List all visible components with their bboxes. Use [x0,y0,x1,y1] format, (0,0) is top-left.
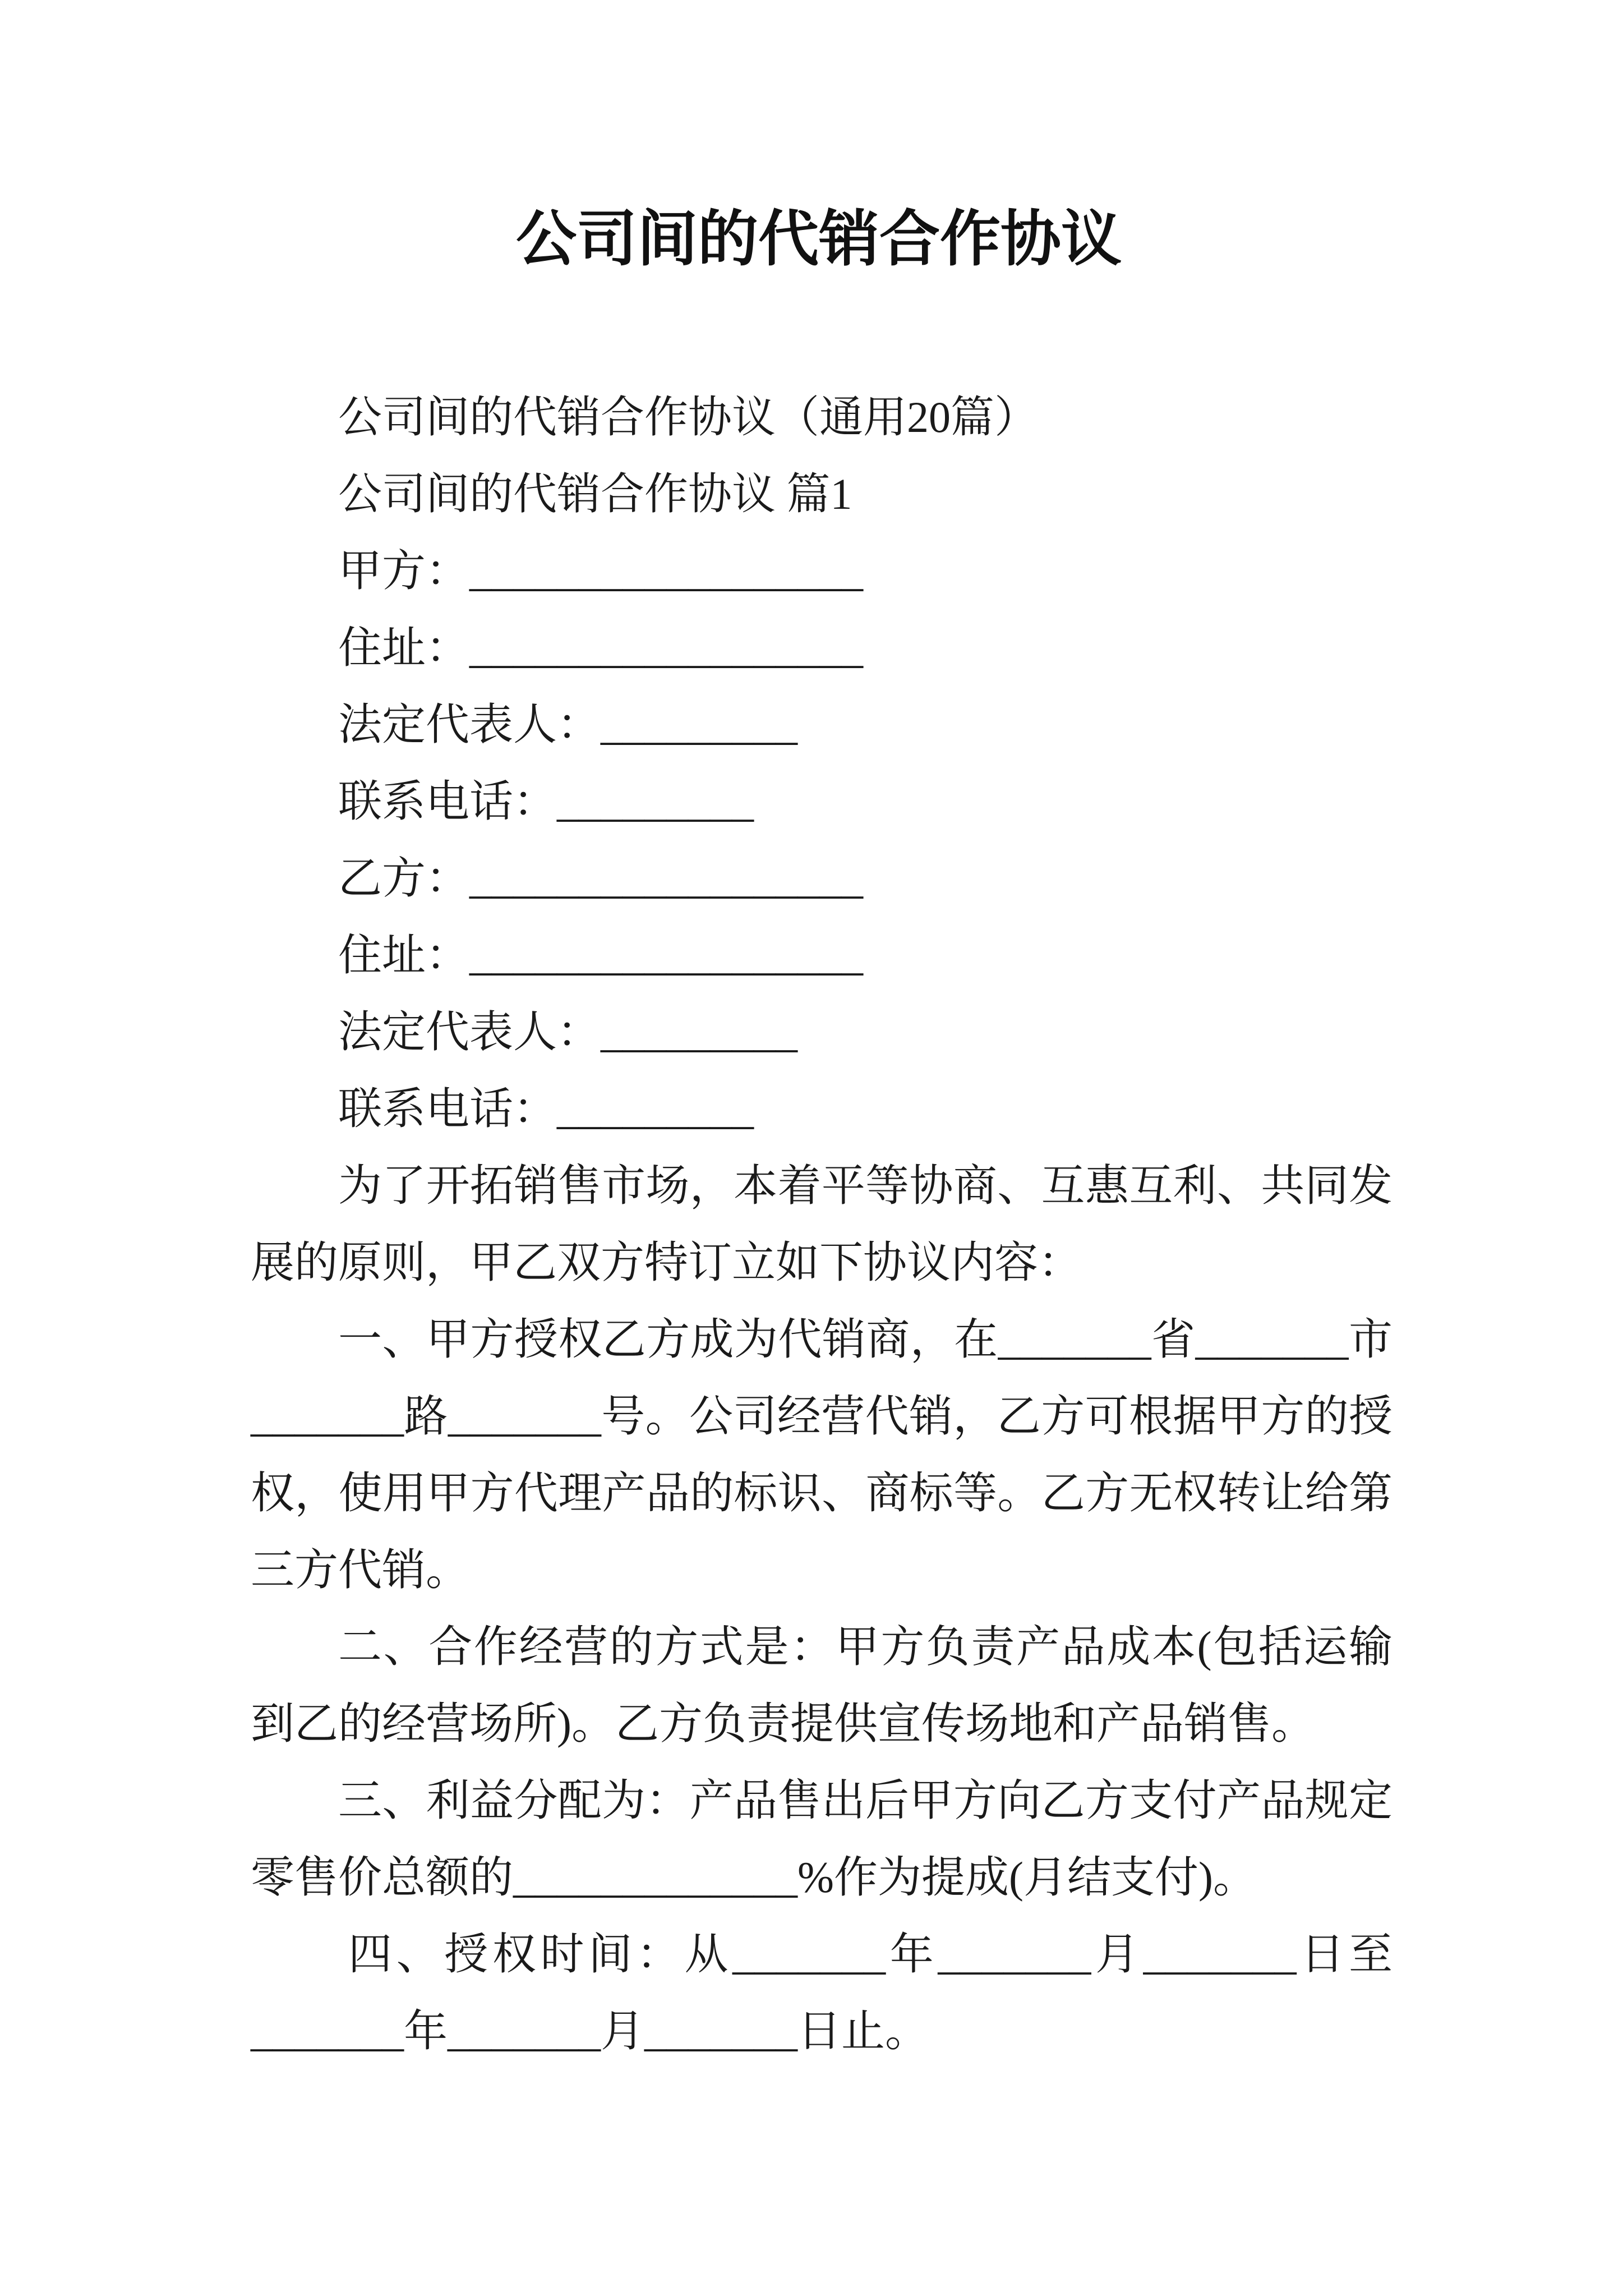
party-a-name-row [251,532,1393,609]
preamble-paragraph: 为了开拓销售市场，本着平等协商、互惠互利、共同发展的原则，甲乙双方特订立如下协议内容： [251,1161,1393,1287]
clause-3-paragraph [251,1762,1393,1916]
section-title: 公司间的代销合作协议 篇1 [338,470,852,518]
party-b-name-blank: __________________ [469,854,864,903]
party-a-representative-row [251,686,1393,763]
party-b-representative-row [251,993,1393,1070]
clause-1-body: 号。公司经营代销，乙方可根据甲方的授权，使用甲方代理产品的标识、商标等。乙方无权转让给第三方代销。 [251,1392,1393,1594]
party-b-representative-blank: _________ [601,1007,798,1056]
clause-4-paragraph [251,1916,1393,2069]
end-day-blank: _______ [644,2007,798,2055]
commission-percent-blank: _____________ [513,1853,798,1902]
road-label: 路 [404,1392,448,1441]
clause-4-intro: 四、授权时间：从 [348,1930,733,1978]
party-a-phone-row [251,763,1393,840]
party-b-address-row [251,917,1393,993]
road-blank: _______ [251,1392,404,1441]
clause-2-paragraph: 二、合作经营的方式是：甲方负责产品成本(包括运输到乙的经营场所)。乙方负责提供宣传场地和产品销售。 [251,1622,1393,1748]
party-a-phone-blank: _________ [557,777,754,826]
party-b-address-label: 住址： [338,931,470,979]
start-year-label: 年 [886,1930,938,1978]
number-blank: _______ [448,1392,601,1441]
clause-3-tail: %作为提成(月结支付)。 [797,1853,1257,1902]
party-a-representative-label: 法定代表人： [338,700,601,749]
document-body [251,379,1393,2069]
party-b-name-row [251,840,1393,917]
end-month-blank: _______ [448,2007,601,2055]
party-b-name-label: 乙方： [338,854,470,903]
start-day-blank: _______ [1143,1930,1297,1978]
start-month-label: 月 [1091,1930,1144,1978]
document-title: 公司间的代销合作协议 [515,204,1122,274]
party-a-name-blank: __________________ [469,546,864,595]
end-day-label: 日止。 [797,2007,929,2055]
clause-1-intro: 一、甲方授权乙方成为代销商，在 [338,1315,998,1364]
party-a-address-blank: __________________ [469,623,864,672]
end-year-label: 年 [404,2007,448,2055]
clause-1-paragraph [251,1301,1393,1608]
party-a-address-label: 住址： [338,623,470,672]
party-b-phone-label: 联系电话： [338,1084,557,1133]
party-a-phone-label: 联系电话： [338,777,557,826]
party-b-phone-row [251,1070,1393,1147]
start-month-blank: _______ [938,1930,1091,1978]
party-b-address-blank: __________________ [469,931,864,979]
city-label: 市 [1348,1315,1393,1364]
start-day-label: 日至 [1296,1930,1393,1978]
end-month-label: 月 [601,2007,645,2055]
party-a-name-label: 甲方： [338,546,470,595]
start-year-blank: _______ [732,1930,886,1978]
party-a-representative-blank: _________ [601,700,798,749]
end-year-blank: _______ [251,2007,404,2055]
party-b-representative-label: 法定代表人： [338,1007,601,1056]
city-blank: _______ [1195,1315,1349,1364]
document-heading: 公司间的代销合作协议（通用20篇） [338,393,1039,441]
party-b-phone-blank: _________ [557,1084,754,1133]
party-a-address-row [251,609,1393,686]
province-blank: _______ [998,1315,1151,1364]
clause-3-intro: 三、利益分配为：产品售出后甲方向乙方支付产品规定零售价总额的 [251,1776,1393,1902]
province-label: 省 [1151,1315,1196,1364]
